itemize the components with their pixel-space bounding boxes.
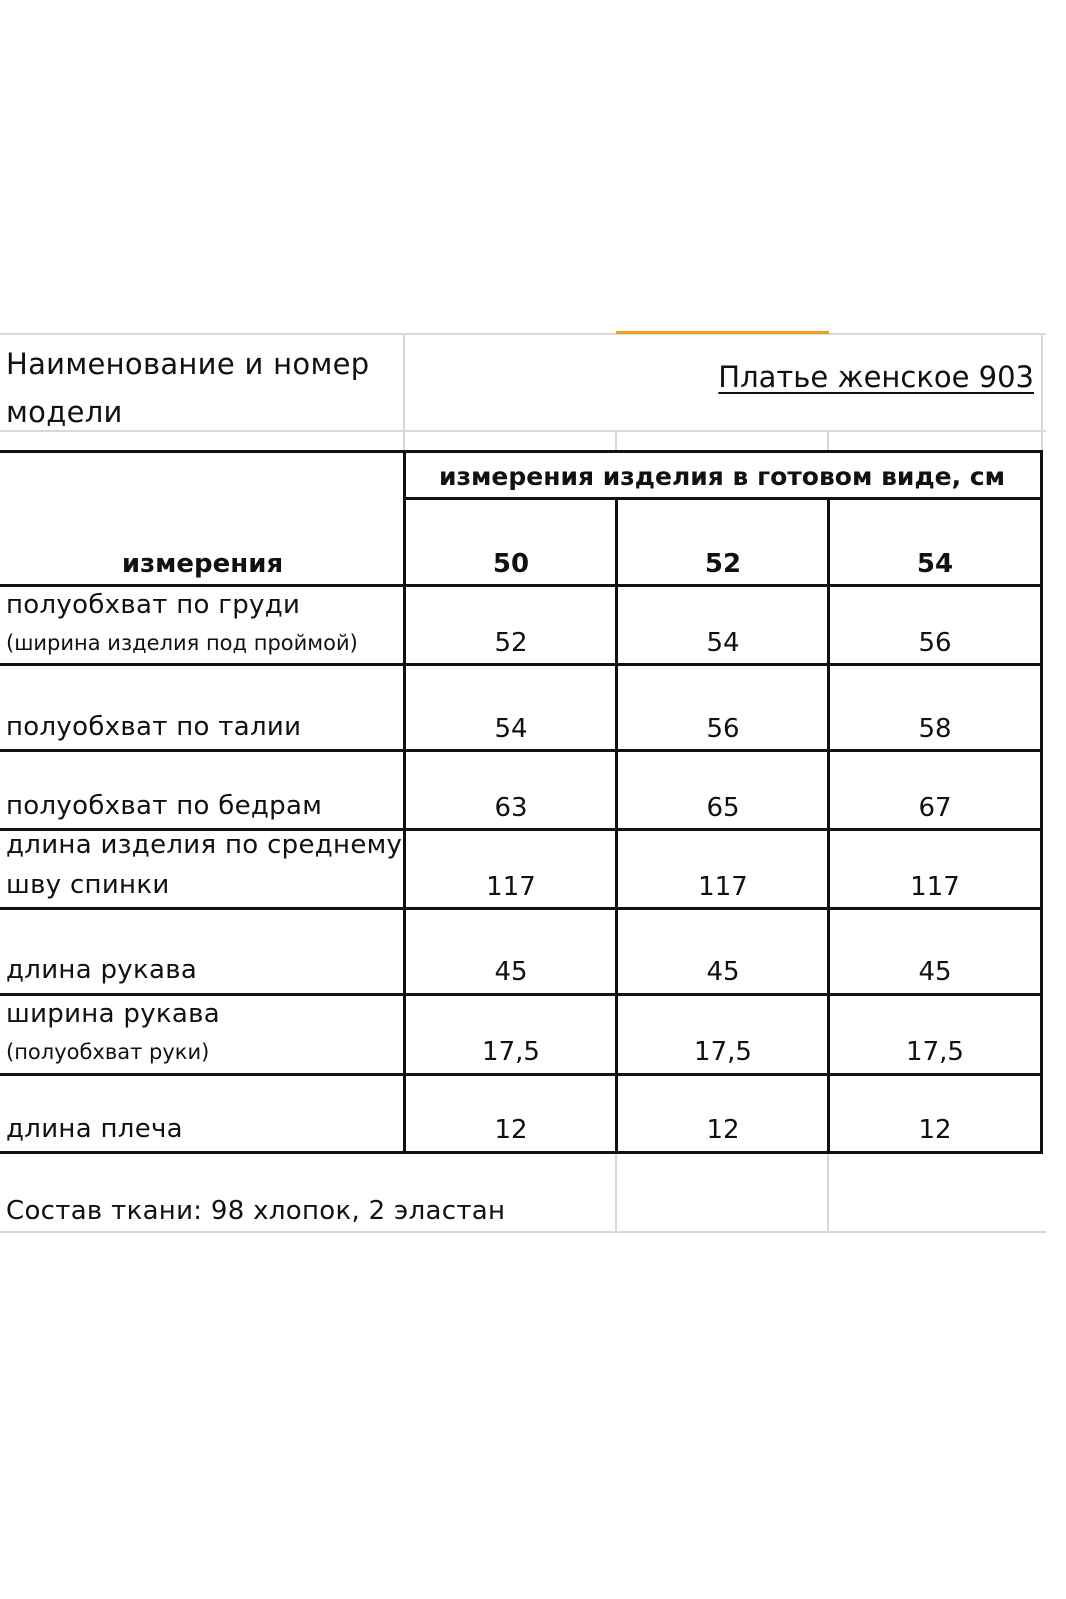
table-cell: 58 — [918, 714, 952, 744]
grid-line — [403, 335, 405, 430]
row-label: полуобхват по бедрам — [6, 791, 323, 821]
row-label: длина плеча — [6, 1114, 183, 1144]
table-border — [0, 749, 1043, 752]
table-cell: 54 — [494, 714, 528, 744]
fabric-composition: Состав ткани: 98 хлопок, 2 эластан — [6, 1196, 506, 1226]
table-border — [0, 1073, 1043, 1076]
table-cell: 117 — [910, 872, 960, 902]
row-label: полуобхват по груди — [6, 590, 301, 620]
table-cell: 54 — [706, 628, 740, 658]
table-cell: 65 — [706, 793, 740, 823]
table-border — [0, 1151, 1043, 1154]
table-cell: 45 — [494, 957, 528, 987]
table-cell: 17,5 — [694, 1037, 752, 1067]
grid-line — [403, 432, 405, 450]
table-cell: 117 — [486, 872, 536, 902]
model-label-line1: Наименование и номер — [6, 347, 370, 381]
grid-line — [615, 1153, 617, 1233]
table-border — [405, 497, 1043, 500]
table-cell: 45 — [918, 957, 952, 987]
table-border — [0, 663, 1043, 666]
model-label — [6, 340, 369, 436]
row-label: ширина рукава — [6, 999, 220, 1029]
table-border — [0, 584, 1043, 587]
table-border — [0, 993, 1043, 996]
table-border — [0, 450, 1043, 453]
grid-line — [1041, 432, 1043, 450]
row-label: длина изделия по среднему — [6, 830, 403, 860]
table-cell: 67 — [918, 793, 952, 823]
grid-line — [0, 333, 1046, 335]
table-cell: 12 — [918, 1115, 952, 1145]
size-header: 50 — [492, 549, 530, 579]
table-cell: 56 — [706, 714, 740, 744]
measurements-column-label: измерения — [121, 549, 284, 579]
table-cell: 117 — [698, 872, 748, 902]
measurements-header: измерения изделия в готовом виде, см — [438, 462, 1006, 491]
model-value: Платье женское 903 — [718, 360, 1034, 394]
table-cell: 63 — [494, 793, 528, 823]
row-label: длина рукава — [6, 955, 198, 985]
row-label-line2: шву спинки — [6, 870, 170, 900]
table-cell: 56 — [918, 628, 952, 658]
selected-cell-border — [616, 331, 829, 334]
table-cell: 12 — [706, 1115, 740, 1145]
model-label-line2: модели — [6, 395, 123, 429]
table-cell: 17,5 — [906, 1037, 964, 1067]
grid-line — [615, 432, 617, 450]
grid-line — [1041, 335, 1043, 430]
table-cell: 17,5 — [482, 1037, 540, 1067]
row-sublabel: (ширина изделия под проймой) — [6, 631, 358, 655]
size-header: 52 — [704, 549, 742, 579]
table-cell: 12 — [494, 1115, 528, 1145]
grid-line — [827, 1153, 829, 1233]
grid-line — [0, 1231, 1046, 1233]
row-sublabel: (полуобхват руки) — [6, 1040, 210, 1064]
table-border — [0, 907, 1043, 910]
size-header: 54 — [916, 549, 954, 579]
grid-line — [827, 432, 829, 450]
row-label: полуобхват по талии — [6, 712, 302, 742]
table-cell: 45 — [706, 957, 740, 987]
table-cell: 52 — [494, 628, 528, 658]
